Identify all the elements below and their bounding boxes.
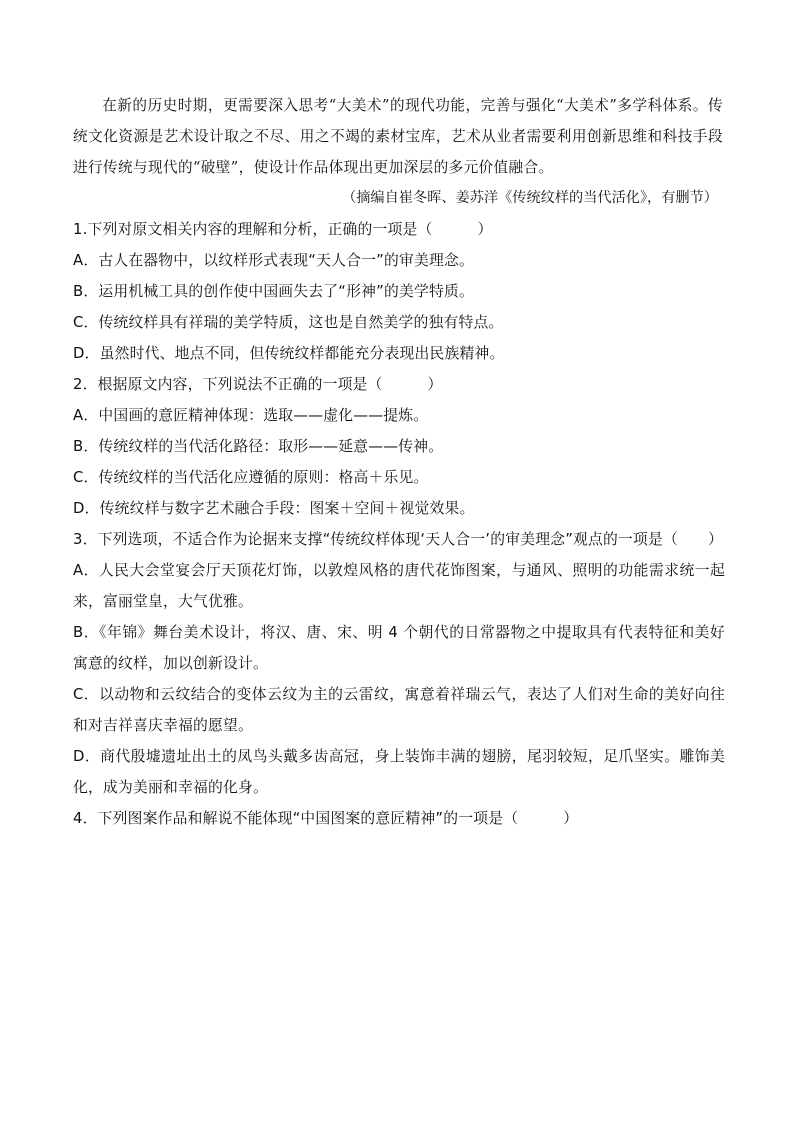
passage-paragraph: 在新的历史时期，更需要深入思考“大美术”的现代功能，完善与强化“大美术”多学科体系。传统文化资源是艺术设计取之不尽、用之不竭的素材宝库，艺术从业者需要利用创新思维和科技手段进行传统与现代的“破壁”，使设计作品体现出更加深层的多元价值融合。: [73, 97, 723, 176]
question-1-stem: 1.下列对原文相关内容的理解和分析，正确的一项是（ ）: [73, 221, 493, 238]
question-3-option-a: A．人民大会堂宴会厅天顶花灯饰，以敦煌风格的唐代花饰图案，与通风、照明的功能需求统一起来，富丽堂皇，大气优雅。: [73, 562, 725, 610]
question-4-stem: 4．下列图案作品和解说不能体现“中国图案的意匠精神”的一项是（ ）: [73, 810, 579, 827]
question-3-option-b: B．《年锦》舞台美术设计，将汉、唐、宋、明 4 个朝代的日常器物之中提取具有代表特征和美好寓意的纹样，加以创新设计。: [73, 624, 725, 672]
question-1: [73, 214, 725, 369]
question-3: [73, 524, 725, 803]
question-1-option-d: D．虽然时代、地点不同，但传统纹样都能充分表现出民族精神。: [73, 345, 505, 362]
question-2-option-d: D．传统纹样与数字艺术融合手段：图案＋空间＋视觉效果。: [73, 500, 475, 517]
question-3-stem: 3．下列选项，不适合作为论据来支撑“传统纹样体现‘天人合一’的审美理念”观点的一项是（ ）: [73, 531, 724, 548]
question-2-option-b: B．传统纹样的当代活化路径：取形——延意——传神。: [73, 438, 444, 455]
question-2-option-c: C．传统纹样的当代活化应遵循的原则：格高＋乐见。: [73, 469, 429, 486]
passage-source: （摘编自崔冬晖、姜苏洋《传统纹样的当代活化》，有删节）: [342, 190, 718, 206]
questions-section: [73, 214, 725, 834]
question-2: [73, 369, 725, 524]
question-3-option-c: C．以动物和云纹结合的变体云纹为主的云雷纹，寓意着祥瑞云气，表达了人们对生命的美好向往和对吉祥喜庆幸福的愿望。: [73, 686, 725, 734]
question-2-option-a: A．中国画的意匠精神体现：选取——虚化——提炼。: [73, 407, 429, 424]
question-1-option-b: B．运用机械工具的创作使中国画失去了“形神”的美学特质。: [73, 283, 475, 300]
question-3-option-d: D．商代殷墟遗址出土的凤鸟头戴多齿高冠，身上装饰丰满的翅膀，尾羽较短，足爪坚实。雕饰美化，成为美丽和幸福的化身。: [73, 748, 725, 796]
question-1-option-a: A．古人在器物中，以纹样形式表现“天人合一”的审美理念。: [73, 252, 474, 269]
question-4: [73, 803, 725, 834]
question-1-option-c: C．传统纹样具有祥瑞的美学特质，这也是自然美学的独有特点。: [73, 314, 504, 331]
question-2-stem: 2．根据原文内容，下列说法不正确的一项是（ ）: [73, 376, 443, 393]
